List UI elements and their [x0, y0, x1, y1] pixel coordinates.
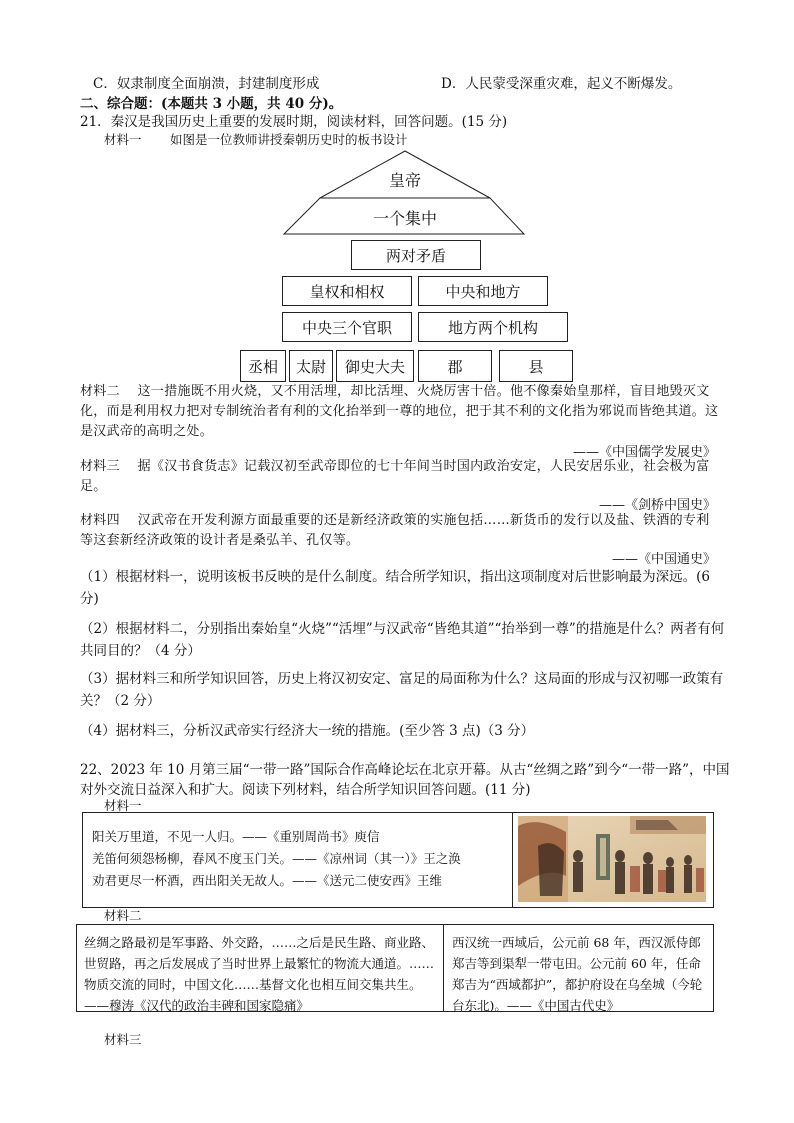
poem-line: 劝君更尽一杯酒，西出阳关无故人。——《送元二使安西》王维 [92, 873, 443, 888]
q22-material-2-left: 丝绸之路最初是军事路、外交路，……之后是民生路、商业路、世贸路，再之后发展成了当时世界上最繁忙的物流大通道。……物质交流的同时，中国文化……基督文化也相互间交集共生。——穆涛《汉代的政治丰碑和国家隐痛》 [84, 935, 435, 1013]
diagram-local-institutions: 地方两个机构 [418, 312, 568, 342]
section-title: 二、综合题：(本题共 3 小题，共 40 分)。 [80, 96, 343, 112]
q21-material-3-source: ——《剑桥中国史》 [598, 498, 716, 513]
diagram-censor: 御史大夫 [336, 350, 414, 382]
q22-m1-label: 材料一 [104, 798, 142, 813]
q22-intro: 22、2023 年 10 月第三届“一带一路”国际合作高峰论坛在北京开幕。从古“丝绸之路”到今“一带一路”，中国对外交流日益深入和扩大。阅读下列材料，结合所学知识回答问题。(11 分) [80, 762, 730, 798]
q21-material-4-source: ——《中国通史》 [611, 552, 716, 567]
diagram-commandery: 郡 [418, 350, 492, 382]
q21-question-1: （1）根据材料一，说明该板书反映的是什么制度。结合所学知识，指出这项制度对后世影响最为深远。(6 分) [80, 569, 710, 607]
q22-material-2-divider [443, 924, 444, 1012]
diagram-central-local: 中央和地方 [418, 276, 548, 306]
q21-question-3: （3）据材料三和所学知识回答，历史上将汉初安定、富足的局面称为什么？这局面的形成与汉初哪一政策有关？（2 分） [80, 671, 724, 709]
poem-line: 羌笛何须怨杨柳，春风不度玉门关。——《凉州词（其一）》王之涣 [92, 851, 461, 866]
q22-poems [92, 826, 512, 892]
diagram-centralization: 一个集中 [372, 209, 437, 228]
diagram-contradictions: 两对矛盾 [351, 240, 481, 270]
diagram-imperial-chancellor: 皇权和相权 [282, 276, 412, 306]
diagram-taiwei: 太尉 [289, 350, 333, 382]
q22-m3-label: 材料三 [104, 1032, 142, 1047]
diagram-county: 县 [499, 350, 573, 382]
q22-material-1-divider [512, 812, 513, 908]
q21-question-2: （2）根据材料二，分别指出秦始皇“火烧”“活埋”与汉武帝“皆绝其道”“抬举到一尊”的措施是什么？两者有何共同目的？（4 分） [80, 621, 725, 659]
q21-material-2-source: ——《中国儒学发展史》 [572, 445, 716, 460]
q21-material-2: 材料二 这一措施既不用火烧，又不用活埋，却比活埋、火烧厉害十倍。他不像秦始皇那样，盲目地毁灭文化，而是利用权力把对专制统治者有利的文化抬举到一尊的地位，把于其不利的文化指为邪说而皆绝其道。这是汉武帝的高明之处。 [80, 384, 719, 439]
q21-material-3: 材料三 据《汉书食货志》记载汉初至武帝即位的七十年间当时国内政治安定，人民安居乐业，社会极为富足。 [80, 459, 710, 494]
poem-line: 阳关万里道，不见一人归。——《重别周尚书》庾信 [92, 829, 380, 844]
q21-m1-label: 材料一 [104, 132, 142, 147]
q21-material-4: 材料四 汉武帝在开发利源方面最重要的还是新经济政策的实施包括……新货币的发行以及盐、铁酒的专利等这套新经济政策的设计者是桑弘羊、孔仅等。 [80, 513, 710, 548]
q21-m1-text: 如图是一位教师讲授秦朝历史时的板书设计 [170, 132, 408, 147]
q22-material-2-right: 西汉统一西域后，公元前 68 年，西汉派侍郎郑吉等到渠犁一带屯田。公元前 60 年，任命郑吉为“西域都护”，都护府设在乌垒城（今轮台东北)。——《中国古代史》 [452, 935, 703, 1013]
diagram-emperor: 皇帝 [388, 171, 421, 190]
diagram-chancellor: 丞相 [240, 350, 286, 382]
option-c: C．奴隶制度全面崩溃，封建制度形成 [93, 76, 320, 92]
silk-road-mural-image [518, 816, 706, 902]
q22-m2-label: 材料二 [104, 908, 142, 923]
diagram-central-officials: 中央三个官职 [282, 312, 412, 342]
option-d: D．人民蒙受深重灾难，起义不断爆发。 [441, 76, 682, 92]
q21-intro: 21．秦汉是我国历史上重要的发展时期，阅读材料，回答问题。(15 分) [80, 114, 508, 130]
q21-question-4: （4）据材料三，分析汉武帝实行经济大一统的措施。(至少答 3 点)（3 分） [80, 723, 535, 739]
